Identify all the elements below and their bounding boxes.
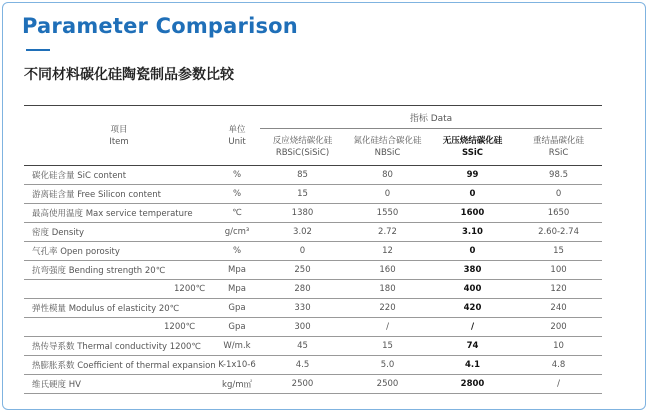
row-label: 气孔率 Open porosity [24,242,214,261]
table-row [24,166,602,185]
material-name-en: RBSiC(SiSiC) [275,148,330,158]
row-unit: g/cm³ [214,223,260,242]
title-underline [26,49,50,51]
row-value: 0 [430,185,515,204]
row-value: 0 [260,242,345,261]
row-value: 1600 [430,204,515,223]
row-unit: Gpa [214,318,260,337]
material-name-cn: 氮化硅结合碳化硅 [353,136,422,146]
header-item-cn: 项目 [110,124,128,135]
row-label: 密度 Density [24,223,214,242]
material-header [260,129,345,166]
table-row [24,261,602,280]
row-value: 0 [430,242,515,261]
row-value: 15 [260,185,345,204]
row-value: 1550 [345,204,430,223]
row-label: 1200℃ [24,280,214,299]
row-unit: % [214,242,260,261]
row-value: 2800 [430,375,515,394]
row-label: 弹性模量 Modulus of elasticity 20℃ [24,299,214,318]
page-title: Parameter Comparison [22,14,298,38]
row-value: / [430,318,515,337]
row-label: 维氏硬度 HV [24,375,214,394]
row-value: 240 [515,299,602,318]
row-unit: W/m.k [214,337,260,356]
row-value: 10 [515,337,602,356]
row-unit: kg/m㎡ [214,375,260,394]
row-value: 74 [430,337,515,356]
table-row [24,337,602,356]
row-value: 98.5 [515,166,602,185]
row-value: 400 [430,280,515,299]
header-unit-cn: 单位 [228,124,246,135]
row-value: 15 [345,337,430,356]
table-row [24,242,602,261]
material-name-en: RSiC [548,148,569,158]
row-unit: Mpa [214,280,260,299]
row-value: 2500 [345,375,430,394]
row-value: 1380 [260,204,345,223]
row-value: 0 [515,185,602,204]
header-unit-en: Unit [228,136,246,147]
parameter-table [24,106,602,394]
row-value: 5.0 [345,356,430,375]
material-name-cn: 无压烧结碳化硅 [442,136,503,146]
table-row [24,375,602,394]
row-value: 3.02 [260,223,345,242]
row-value: 380 [430,261,515,280]
row-value: 4.1 [430,356,515,375]
material-header [345,129,430,166]
page-subtitle: 不同材料碳化硅陶瓷制品参数比较 [24,67,234,83]
material-header [515,129,602,166]
material-name-en: NBSiC [374,148,401,158]
material-name-cn: 反应烧结碳化硅 [272,136,333,146]
row-value: 12 [345,242,430,261]
table-row [24,185,602,204]
row-label: 热传导系数 Thermal conductivity 1200℃ [24,337,214,356]
row-value: 1650 [515,204,602,223]
row-unit: K-1x10-6 [214,356,260,375]
table-row [24,299,602,318]
row-value: 280 [260,280,345,299]
material-name-cn: 重结晶碳化硅 [533,136,585,146]
table-row [24,318,602,337]
header-item [24,106,214,166]
table-row [24,280,602,299]
row-unit: Gpa [214,299,260,318]
table-row [24,204,602,223]
row-value: / [515,375,602,394]
row-unit: % [214,185,260,204]
table-row [24,223,602,242]
table-row [24,356,602,375]
row-value: / [345,318,430,337]
row-value: 100 [515,261,602,280]
header-item-en: Item [109,136,129,147]
row-value: 2.60-2.74 [515,223,602,242]
material-name-en: SSiC [461,148,483,158]
row-value: 15 [515,242,602,261]
row-value: 120 [515,280,602,299]
row-value: 330 [260,299,345,318]
row-value: 2500 [260,375,345,394]
header-unit [214,106,260,166]
row-value: 180 [345,280,430,299]
row-unit: % [214,166,260,185]
row-unit: Mpa [214,261,260,280]
row-value: 99 [430,166,515,185]
row-value: 3.10 [430,223,515,242]
row-label: 碳化硅含量 SiC content [24,166,214,185]
row-value: 160 [345,261,430,280]
row-value: 45 [260,337,345,356]
row-unit: ℃ [214,204,260,223]
row-value: 0 [345,185,430,204]
row-label: 热膨胀系数 Coefficient of thermal expansion [24,356,214,375]
row-value: 80 [345,166,430,185]
row-value: 4.5 [260,356,345,375]
row-label: 最高使用温度 Max service temperature [24,204,214,223]
row-value: 300 [260,318,345,337]
row-value: 4.8 [515,356,602,375]
row-value: 220 [345,299,430,318]
header-indicator: 指标 Data [260,106,602,129]
row-value: 420 [430,299,515,318]
material-header [430,129,515,166]
row-value: 85 [260,166,345,185]
row-value: 2.72 [345,223,430,242]
row-value: 250 [260,261,345,280]
row-label: 1200℃ [24,318,214,337]
row-label: 游离硅含量 Free Silicon content [24,185,214,204]
row-label: 抗弯强度 Bending strength 20℃ [24,261,214,280]
row-value: 200 [515,318,602,337]
table-body [24,166,602,394]
